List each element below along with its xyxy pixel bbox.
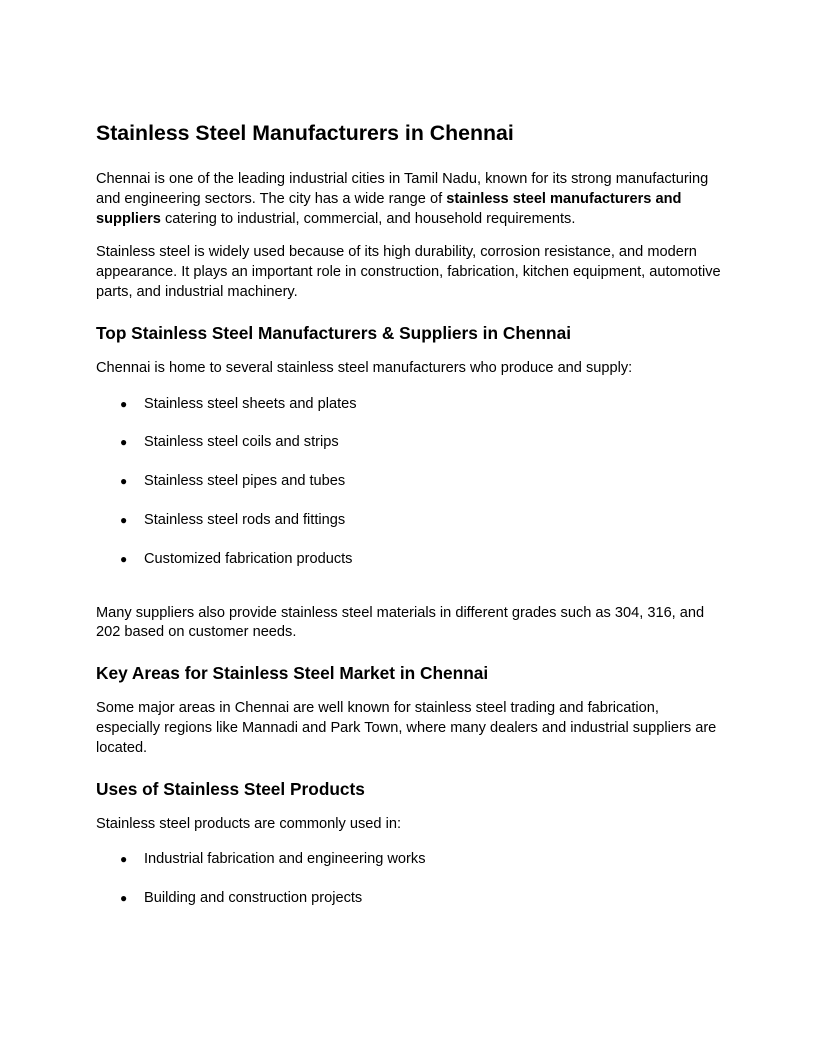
bullet-icon: ●: [120, 551, 128, 566]
list-item: [96, 433, 724, 453]
intro-bold-text: stainless steel manufacturers and suppliers: [96, 190, 682, 227]
top-section-lead: Chennai is home to several stainless steel manufacturers who produce and supply:: [96, 359, 633, 376]
bullet-icon: ●: [120, 891, 128, 906]
grades-paragraph: Many suppliers also provide stainless steel materials in different grades such as 304, 316, and 202 based on customer needs.: [96, 604, 705, 641]
bullet-icon: ●: [120, 512, 128, 527]
products-list: [96, 395, 724, 570]
list-item: [96, 511, 724, 531]
intro-paragraph-2: Stainless steel is widely used because of its high durability, corrosion resistance, and modern appearance. It plays an important role in construction, fabrication, kitchen equipment, automotive parts, and industrial machinery.: [96, 244, 721, 300]
intro-text-1: Chennai is one of the leading industrial cities in Tamil Nadu, known for its strong manufacturing and engineering sectors. The city has a wide range of: [96, 171, 709, 207]
intro-text-2: catering to industrial, commercial, and household requirements.: [160, 210, 576, 227]
list-item-text: Industrial fabrication and engineering works: [144, 851, 426, 868]
list-item: [96, 395, 724, 415]
section-heading-top-manufacturers: Top Stainless Steel Manufacturers & Suppliers in Chennai: [96, 322, 572, 343]
bullet-icon: ●: [120, 474, 128, 489]
section-heading-key-areas: Key Areas for Stainless Steel Market in Chennai: [96, 663, 489, 684]
list-item-text: Stainless steel coils and strips: [144, 434, 339, 451]
intro-paragraph-1: [96, 170, 724, 229]
document-title: Stainless Steel Manufacturers in Chennai: [96, 121, 514, 145]
section-heading-uses: Uses of Stainless Steel Products: [96, 778, 365, 799]
document-page: [96, 118, 724, 928]
bullet-icon: ●: [120, 435, 128, 450]
list-item-text: Stainless steel sheets and plates: [144, 395, 357, 412]
list-item: [96, 550, 724, 570]
uses-list: [96, 850, 724, 909]
list-item-text: Building and construction projects: [144, 890, 363, 907]
list-item-text: Customized fabrication products: [144, 550, 353, 567]
list-item-text: Stainless steel rods and fittings: [144, 511, 346, 528]
list-item: [96, 850, 724, 870]
bullet-icon: ●: [120, 396, 128, 411]
list-item-text: Stainless steel pipes and tubes: [144, 473, 346, 490]
uses-section-lead: Stainless steel products are commonly used in:: [96, 815, 401, 832]
areas-paragraph: Some major areas in Chennai are well known for stainless steel trading and fabrication, especially regions like Mannadi and Park Town, where many dealers and industrial suppliers are located.: [96, 700, 717, 756]
bullet-icon: ●: [120, 852, 128, 867]
list-item: [96, 472, 724, 492]
list-item: [96, 889, 724, 909]
